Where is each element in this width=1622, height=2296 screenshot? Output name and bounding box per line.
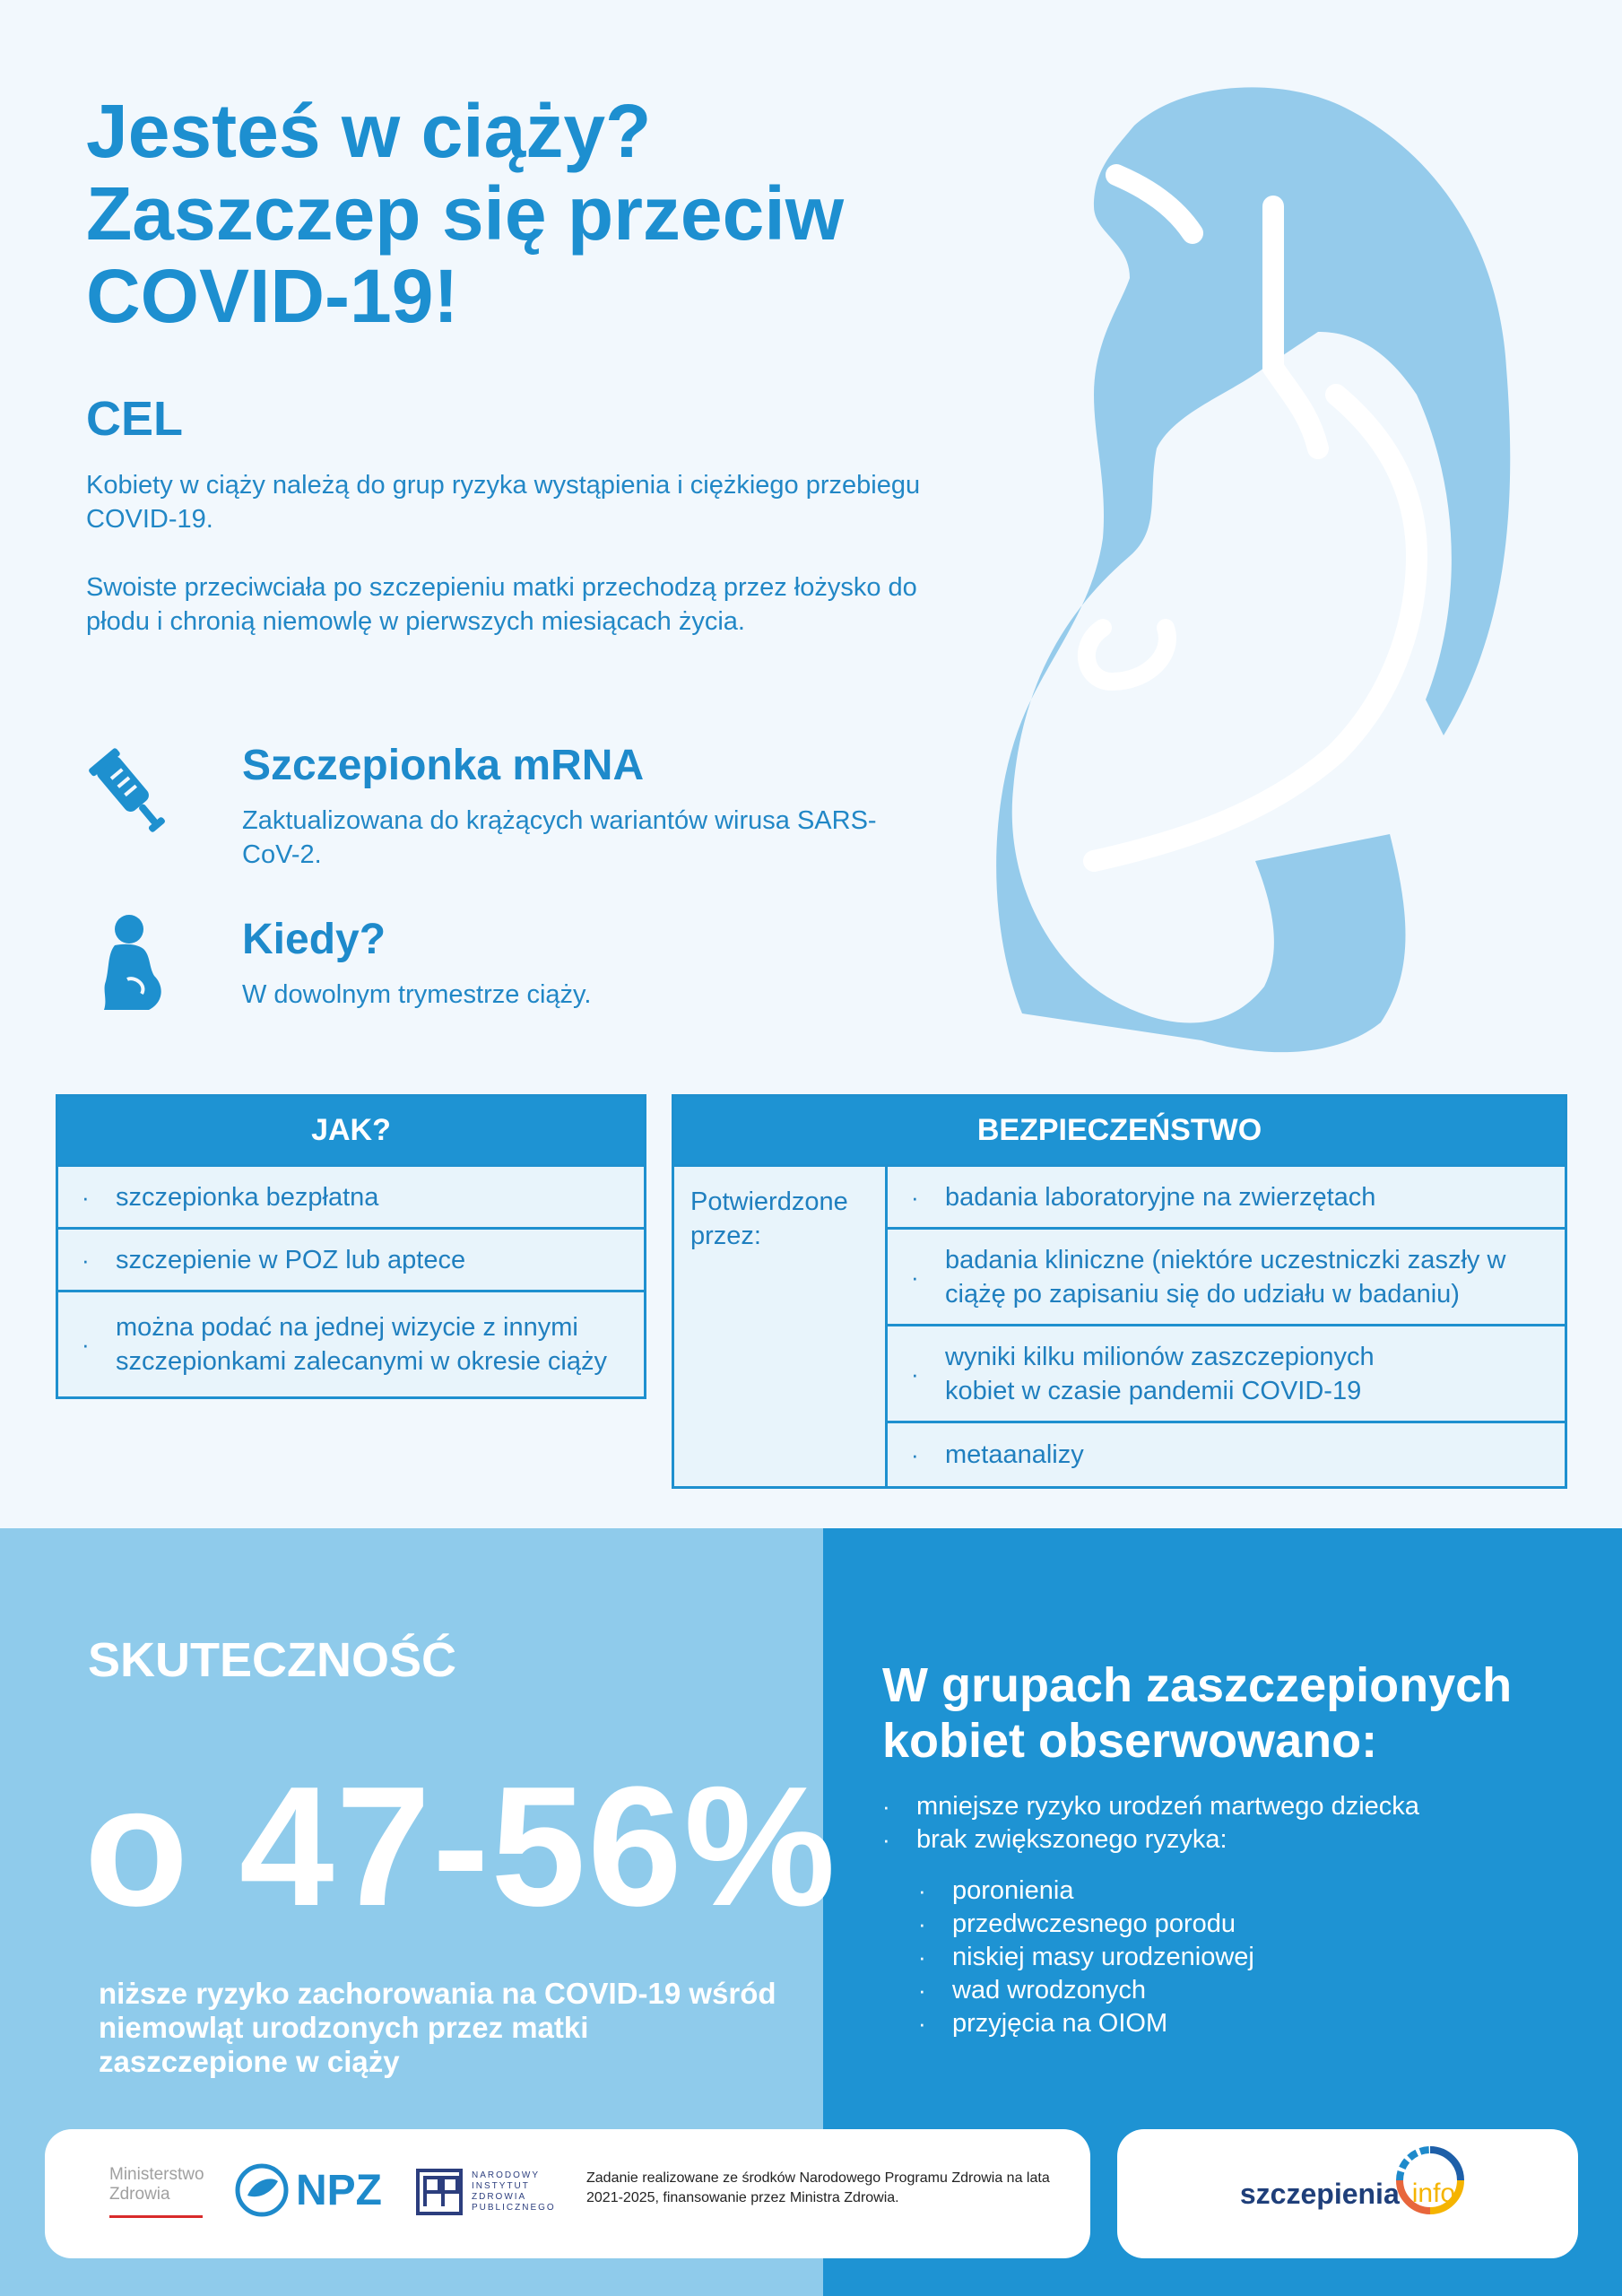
npz-text: NPZ	[296, 2166, 382, 2214]
obs-item: brak zwiększonego ryzyka:	[916, 1825, 1227, 1854]
table-row: · szczepionka bezpłatna	[58, 1167, 644, 1230]
jak-item: szczepionka bezpłatna	[116, 1182, 379, 1212]
list-item: · przedwczesnego porodu	[918, 1908, 1564, 1941]
list-item: · niskiej masy urodzeniowej	[918, 1941, 1564, 1974]
npz-logo	[235, 2163, 382, 2217]
sub-list	[882, 1874, 1564, 2040]
observations-heading: W grupach zaszczepionych kobiet obserwowano:	[882, 1658, 1513, 1768]
feature-vaccine-title: Szczepionka mRNA	[242, 742, 645, 789]
feature-when-text: W dowolnym trymestrze ciąży.	[242, 980, 592, 1009]
title-line-1: Jesteś w ciąży?	[86, 89, 652, 173]
footer-brand-card	[1117, 2129, 1578, 2258]
brand-suffix: info	[1411, 2179, 1456, 2208]
feature-vaccine-text: Zaktualizowana do krążących wariantów wirusa SARS-CoV-2.	[242, 806, 877, 869]
cel-paragraph-1: Kobiety w ciąży należą do grup ryzyka wystąpienia i ciężkiego przebiegu COVID-19.	[86, 471, 921, 534]
feature-when-title: Kiedy?	[242, 916, 386, 963]
jak-item: szczepienie w POZ lub aptece	[116, 1245, 466, 1274]
obs-sub-item: wad wrodzonych	[952, 1976, 1146, 2005]
nizp-text: NARODOWY INSTYTUT ZDROWIA PUBLICZNEGO	[472, 2170, 556, 2213]
safety-item: badania laboratoryjne na zwierzętach	[945, 1182, 1376, 1212]
funding-note: Zadanie realizowane ze środków Narodowego Programu Zdrowia na lata 2021-2025, finansowanie przez Ministra Zdrowia.	[586, 2170, 1050, 2205]
safety-heading: BEZPIECZEŃSTWO	[674, 1097, 1565, 1167]
pregnant-silhouette-illustration	[995, 72, 1533, 1058]
jak-table	[56, 1094, 646, 1399]
npz-leaf-icon	[235, 2163, 289, 2217]
feature-vaccine	[86, 744, 176, 848]
list-item: · przyjęcia na OIOM	[918, 2007, 1564, 2040]
safety-table	[672, 1094, 1567, 1489]
nizp-logo	[412, 2163, 556, 2221]
title-line-3: COVID-19!	[86, 254, 459, 338]
obs-item: mniejsze ryzyko urodzeń martwego dziecka	[916, 1792, 1419, 1821]
effectiveness-heading: SKUTECZNOŚĆ	[88, 1633, 457, 1687]
obs-sub-item: przedwczesnego porodu	[952, 1909, 1236, 1938]
footer-logos-card	[45, 2129, 1090, 2258]
observations-list	[882, 1790, 1564, 2040]
list-item: · poronienia	[918, 1874, 1564, 1908]
obs-sub-item: przyjęcia na OIOM	[952, 2009, 1168, 2038]
table-row: · szczepienie w POZ lub aptece	[58, 1230, 644, 1292]
list-item: · mniejsze ryzyko urodzeń martwego dziecka	[882, 1790, 1564, 1823]
list-item: · wad wrodzonych	[918, 1974, 1564, 2007]
obs-sub-item: poronienia	[952, 1876, 1074, 1905]
brand-name: szczepienia	[1239, 2177, 1400, 2210]
table-row: · można podać na jednej wizycie z innymi szczepionkami zalecanymi w okresie ciąży	[58, 1292, 644, 1396]
effectiveness-description: niższe ryzyko zachorowania na COVID-19 wśród niemowląt urodzonych przez matki zaszczepione w ciąży	[99, 1977, 776, 2078]
safety-item: wyniki kilku milionów zaszczepionych kobiet w czasie pandemii COVID-19	[945, 1342, 1375, 1405]
safety-label: Potwierdzone przez:	[674, 1167, 888, 1486]
jak-heading: JAK?	[58, 1097, 644, 1167]
obs-sub-item: niskiej masy urodzeniowej	[952, 1943, 1254, 1971]
list-item: · brak zwiększonego ryzyka:	[882, 1823, 1564, 1857]
table-row: · wyniki kilku milionów zaszczepionych kobiet w czasie pandemii COVID-19	[888, 1326, 1565, 1423]
ministry-underline	[109, 2215, 203, 2218]
syringe-icon	[86, 744, 176, 843]
safety-item: badania kliniczne (niektóre uczestniczki zaszły w ciążę po zapisaniu się do udziału w badaniu)	[945, 1245, 1506, 1309]
ministry-logo	[109, 2165, 204, 2218]
table-row: · metaanalizy	[888, 1423, 1565, 1486]
brand-info-mark	[1403, 2179, 1455, 2209]
table-row: · badania kliniczne (niektóre uczestniczki zaszły w ciążę po zapisaniu się do udziału w badaniu)	[888, 1230, 1565, 1326]
nizp-emblem-icon	[412, 2163, 466, 2221]
ministry-line-2: Zdrowia	[109, 2185, 170, 2204]
jak-item: można podać na jednej wizycie z innymi szczepionkami zalecanymi w okresie ciąży	[116, 1313, 607, 1376]
table-row: · badania laboratoryjne na zwierzętach	[888, 1167, 1565, 1230]
cel-paragraph-2: Swoiste przeciwciała po szczepieniu matki przechodzą przez łożysko do płodu i chronią niemowlę w pierwszych miesiącach życia.	[86, 573, 917, 636]
title-line-2: Zaszczep się przeciw	[86, 171, 845, 256]
effectiveness-value: o 47-56%	[84, 1752, 837, 1942]
ministry-line-1: Ministerstwo	[109, 2165, 204, 2184]
safety-item: metaanalizy	[945, 1440, 1084, 1469]
cel-heading: CEL	[86, 392, 183, 446]
pregnant-woman-icon	[97, 913, 169, 1013]
page-title	[86, 90, 983, 337]
feature-when	[97, 913, 169, 1018]
safety-body	[674, 1167, 1565, 1486]
safety-list	[888, 1167, 1565, 1486]
